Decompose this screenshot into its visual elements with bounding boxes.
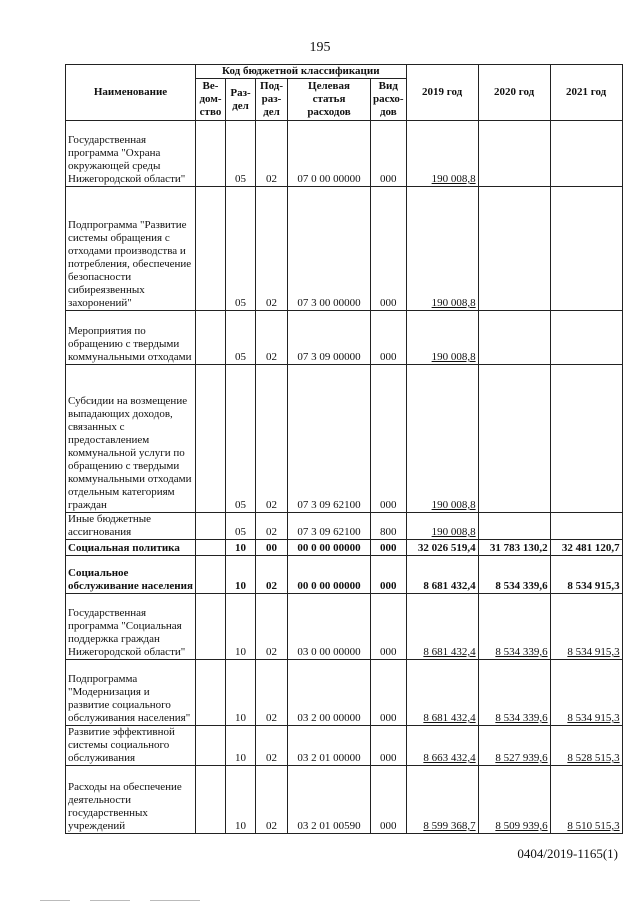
row-target-article: 07 0 00 00000 [288,121,371,187]
row-target-article: 03 0 00 00000 [288,594,371,660]
row-podrazdel: 02 [256,187,288,311]
row-value-2020: 8 509 939,6 [478,766,550,834]
row-name: Субсидии на возмещение выпадающих доходов, связанных с предоставлением коммунальной услуги по обращению с твердыми коммунальными отходами отдельным категориям граждан [66,365,196,513]
row-razdel: 10 [226,766,256,834]
row-value-2019: 8 681 432,4 [406,556,478,594]
row-podrazdel: 02 [256,726,288,766]
row-expense-type: 000 [371,187,407,311]
row-value-2020: 31 783 130,2 [478,540,550,556]
row-podrazdel: 02 [256,365,288,513]
row-value-2019: 8 681 432,4 [406,660,478,726]
table-row [66,121,623,187]
row-name: Развитие эффективной системы социального обслуживания [66,726,196,766]
row-expense-type: 000 [371,660,407,726]
row-expense-type: 000 [371,365,407,513]
row-value-2021: 32 481 120,7 [550,540,622,556]
table-row [66,365,623,513]
row-name: Государственная программа "Социальная поддержка граждан Нижегородской области" [66,594,196,660]
budget-rows [66,121,623,834]
row-razdel: 10 [226,726,256,766]
row-target-article: 03 2 01 00000 [288,726,371,766]
row-target-article: 07 3 09 62100 [288,513,371,540]
row-value-2020 [478,513,550,540]
row-expense-type: 000 [371,540,407,556]
row-target-article: 00 0 00 00000 [288,540,371,556]
row-expense-type: 000 [371,556,407,594]
header-expense-type: Вид расхо- дов [371,79,407,121]
row-target-article: 07 3 09 62100 [288,365,371,513]
table-row [66,540,623,556]
row-razdel: 05 [226,187,256,311]
table-row [66,187,623,311]
row-razdel: 05 [226,311,256,365]
row-value-2019: 190 008,8 [406,365,478,513]
header-name: Наименование [66,65,196,121]
row-razdel: 10 [226,540,256,556]
row-target-article: 03 2 00 00000 [288,660,371,726]
scan-artifact [90,900,130,901]
row-value-2021: 8 534 915,3 [550,594,622,660]
row-value-2020: 8 534 339,6 [478,556,550,594]
table-row [66,311,623,365]
row-podrazdel: 02 [256,594,288,660]
row-vedomstvo [196,187,226,311]
table-row [66,660,623,726]
row-podrazdel: 02 [256,660,288,726]
row-vedomstvo [196,365,226,513]
row-razdel: 10 [226,556,256,594]
row-value-2021: 8 534 915,3 [550,556,622,594]
row-name: Социальное обслуживание населения [66,556,196,594]
row-expense-type: 000 [371,311,407,365]
budget-table [65,64,623,834]
row-value-2021 [550,365,622,513]
row-value-2020 [478,365,550,513]
row-value-2020 [478,121,550,187]
row-vedomstvo [196,311,226,365]
row-vedomstvo [196,594,226,660]
row-value-2021 [550,513,622,540]
row-razdel: 10 [226,594,256,660]
table-row [66,513,623,540]
row-razdel: 05 [226,365,256,513]
row-name: Подпрограмма "Развитие системы обращения с отходами производства и потребления, обеспечение безопасности сибиреязвенных захоронений" [66,187,196,311]
scan-artifact [150,900,200,901]
row-vedomstvo [196,660,226,726]
row-expense-type: 800 [371,513,407,540]
row-value-2020: 8 534 339,6 [478,594,550,660]
row-name: Социальная политика [66,540,196,556]
row-value-2019: 190 008,8 [406,311,478,365]
header-target-article: Целевая статья расходов [288,79,371,121]
table-row [66,726,623,766]
document-code: 0404/2019-1165(1) [517,846,618,861]
row-value-2021 [550,311,622,365]
header-budget-code-group: Код бюджетной классификации [196,65,407,79]
row-value-2019: 8 599 368,7 [406,766,478,834]
row-name: Подпрограмма "Модернизация и развитие социального обслуживания населения" [66,660,196,726]
row-value-2020: 8 527 939,6 [478,726,550,766]
row-vedomstvo [196,513,226,540]
row-vedomstvo [196,726,226,766]
header-podrazdel: Под- раз- дел [256,79,288,121]
row-razdel: 05 [226,121,256,187]
header-2019: 2019 год [406,65,478,121]
row-name: Государственная программа "Охрана окружающей среды Нижегородской области" [66,121,196,187]
row-name: Мероприятия по обращению с твердыми коммунальными отходами [66,311,196,365]
row-razdel: 05 [226,513,256,540]
row-podrazdel: 02 [256,121,288,187]
row-expense-type: 000 [371,594,407,660]
header-2020: 2020 год [478,65,550,121]
row-vedomstvo [196,540,226,556]
header-2021: 2021 год [550,65,622,121]
scan-artifact [40,900,70,901]
row-name: Иные бюджетные ассигнования [66,513,196,540]
row-name: Расходы на обеспечение деятельности государственных учреждений [66,766,196,834]
row-value-2020 [478,187,550,311]
row-value-2020: 8 534 339,6 [478,660,550,726]
row-expense-type: 000 [371,121,407,187]
row-podrazdel: 00 [256,540,288,556]
row-value-2021 [550,121,622,187]
row-value-2021: 8 510 515,3 [550,766,622,834]
row-target-article: 07 3 00 00000 [288,187,371,311]
row-podrazdel: 02 [256,556,288,594]
page-number: 195 [309,40,331,55]
row-target-article: 07 3 09 00000 [288,311,371,365]
row-value-2019: 8 663 432,4 [406,726,478,766]
table-row [66,766,623,834]
row-podrazdel: 02 [256,311,288,365]
header-razdel: Раз- дел [226,79,256,121]
row-value-2019: 190 008,8 [406,187,478,311]
row-expense-type: 000 [371,766,407,834]
row-value-2019: 190 008,8 [406,121,478,187]
row-vedomstvo [196,766,226,834]
row-vedomstvo [196,556,226,594]
row-value-2021 [550,187,622,311]
row-target-article: 03 2 01 00590 [288,766,371,834]
row-expense-type: 000 [371,726,407,766]
row-podrazdel: 02 [256,766,288,834]
row-vedomstvo [196,121,226,187]
header-vedomstvo: Ве- дом- ство [196,79,226,121]
table-row [66,594,623,660]
row-value-2020 [478,311,550,365]
row-razdel: 10 [226,660,256,726]
table-row [66,556,623,594]
row-target-article: 00 0 00 00000 [288,556,371,594]
row-value-2019: 190 008,8 [406,513,478,540]
row-value-2019: 8 681 432,4 [406,594,478,660]
row-value-2021: 8 534 915,3 [550,660,622,726]
row-podrazdel: 02 [256,513,288,540]
row-value-2021: 8 528 515,3 [550,726,622,766]
row-value-2019: 32 026 519,4 [406,540,478,556]
